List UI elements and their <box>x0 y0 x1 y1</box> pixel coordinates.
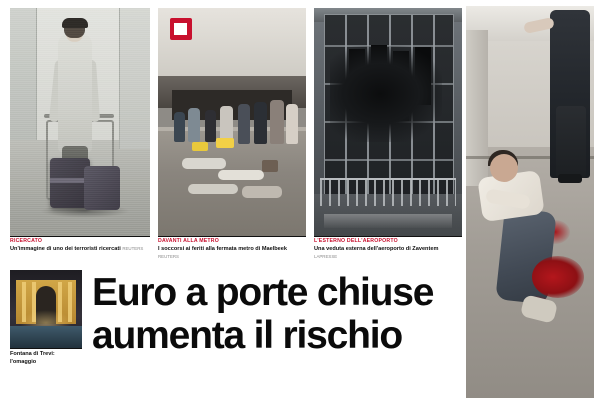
caption-credit: REUTERS <box>158 254 179 259</box>
caption-rule <box>10 236 150 237</box>
caption-kicker: RICERCATO <box>10 238 43 244</box>
photo-suspect-cctv <box>10 8 150 236</box>
caption-kicker: DAVANTI ALLA METRO <box>158 238 219 244</box>
caption-text: Fontana di Trevi: l'omaggio <box>10 351 55 365</box>
caption-text: Una veduta esterna dell'aeroporto di Zaventem LAPRESSE <box>314 246 439 259</box>
caption-kicker: L'ESTERNO DELL'AEROPORTO <box>314 238 398 244</box>
caption-trevi-fountain <box>10 350 82 366</box>
caption-suspect-cctv <box>10 238 150 253</box>
caption-credit: LAPRESSE <box>314 254 338 259</box>
caption-text: I soccorsi ai feriti alla fermata metro di Maelbeek REUTERS <box>158 246 288 259</box>
headline-line-2: aumenta il rischio <box>92 314 402 357</box>
photo-metro-rescue <box>158 8 306 236</box>
photo-trevi-fountain <box>10 270 82 348</box>
caption-rule <box>10 348 82 349</box>
caption-airport-exterior <box>314 238 462 261</box>
headline-line-1: Euro a porte chiuse <box>92 271 434 314</box>
caption-text: Un'immagine di uno dei terroristi ricercati REUTERS <box>10 246 144 252</box>
caption-rule <box>158 236 306 237</box>
caption-rule <box>314 236 462 237</box>
caption-credit: REUTERS <box>122 246 144 251</box>
photo-airport-exterior <box>314 8 462 236</box>
caption-metro-rescue <box>158 238 306 261</box>
photo-victim-floor <box>466 6 594 398</box>
page-headline <box>92 272 460 357</box>
